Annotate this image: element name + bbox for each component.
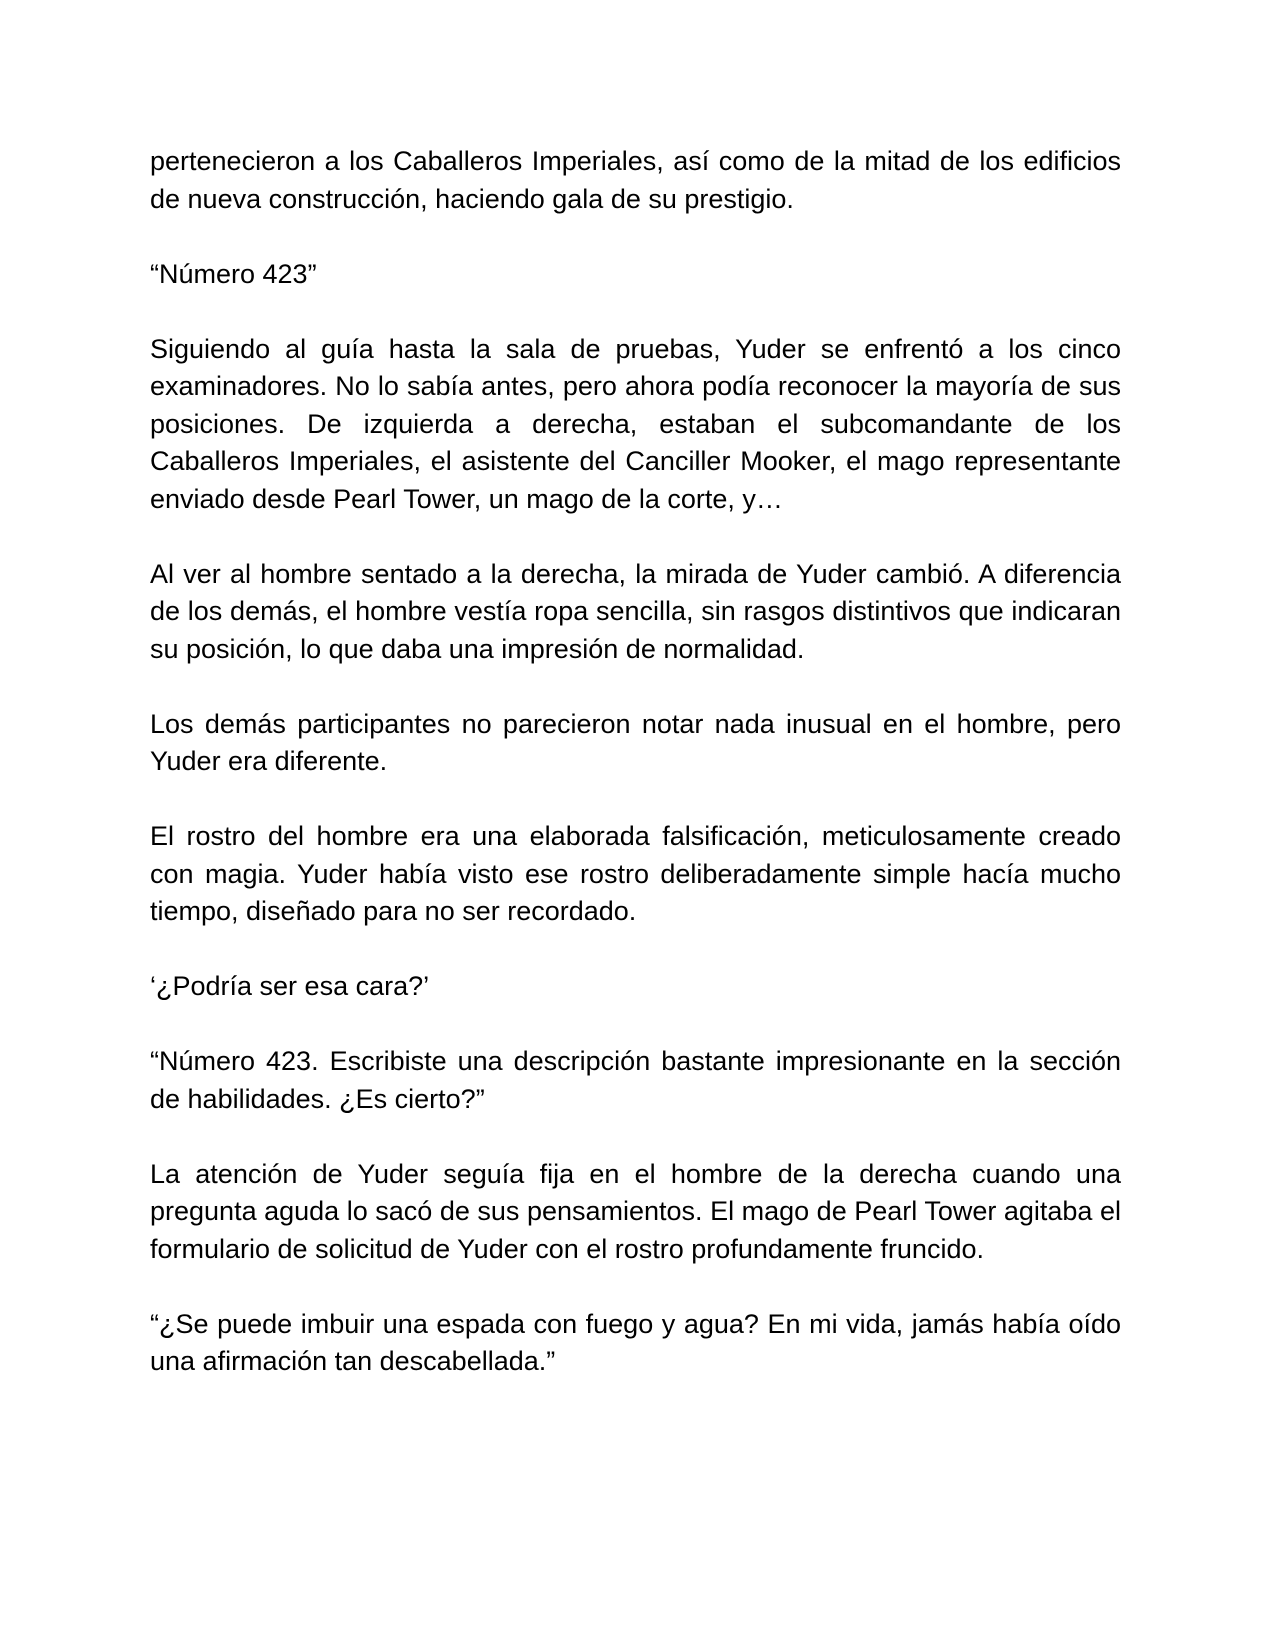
paragraph-1: pertenecieron a los Caballeros Imperiales, así como de la mitad de los edificios de nueva construcción, haciendo gala de su prestigio.: [150, 146, 1121, 214]
paragraph-7-inner-thought: ‘¿Podría ser esa cara?’: [150, 971, 430, 1001]
paragraph-9: La atención de Yuder seguía fija en el hombre de la derecha cuando una pregunta aguda lo sacó de sus pensamientos. El mago de Pearl Tower agitaba el formulario de solicitud de Yuder con el rostro profundamente fruncido.: [150, 1158, 1121, 1264]
paragraph-4: Al ver al hombre sentado a la derecha, la mirada de Yuder cambió. A diferencia de los demás, el hombre vestía ropa sencilla, sin rasgos distintivos que indicaran su posición, lo que daba una impresión de normalidad.: [150, 558, 1121, 664]
paragraph-10-dialogue: “¿Se puede imbuir una espada con fuego y agua? En mi vida, jamás había oído una afirmación tan descabellada.”: [150, 1308, 1121, 1376]
paragraph-3: Siguiendo al guía hasta la sala de pruebas, Yuder se enfrentó a los cinco examinadores. No lo sabía antes, pero ahora podía reconocer la mayoría de sus posiciones. De izquierda a derecha, estaban el subcomandante de los Caballeros Imperiales, el asistente del Canciller Mooker, el mago representante enviado desde Pearl Tower, un mago de la corte, y…: [150, 333, 1121, 514]
paragraph-6: El rostro del hombre era una elaborada falsificación, meticulosamente creado con magia. Yuder había visto ese rostro deliberadamente simple hacía mucho tiempo, diseñado para no ser recordado.: [150, 821, 1121, 926]
paragraph-8-dialogue: “Número 423. Escribiste una descripción bastante impresionante en la sección de habilidades. ¿Es cierto?”: [150, 1046, 1121, 1114]
paragraph-5: Los demás participantes no parecieron notar nada inusual en el hombre, pero Yuder era diferente.: [150, 708, 1121, 776]
paragraph-2-dialogue-number-423: “Número 423”: [150, 258, 317, 289]
